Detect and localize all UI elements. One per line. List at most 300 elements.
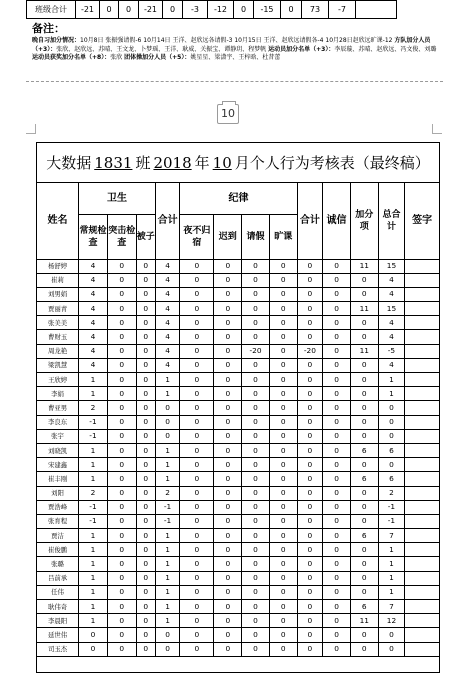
signature-cell[interactable] — [405, 571, 439, 585]
score-cell: 2 — [79, 486, 108, 500]
score-cell: 0 — [242, 600, 270, 614]
score-cell: 0 — [107, 302, 136, 316]
signature-cell[interactable] — [405, 316, 439, 330]
score-cell: 0 — [378, 401, 405, 415]
score-cell: 0 — [155, 628, 180, 642]
score-cell: 0 — [323, 529, 351, 543]
score-cell: 0 — [107, 273, 136, 287]
score-cell: 4 — [79, 273, 108, 287]
class-total-row — [27, 1, 397, 19]
score-cell: 0 — [136, 543, 155, 557]
score-cell: 0 — [269, 514, 297, 528]
student-name: 贾浩峰 — [37, 500, 79, 514]
score-cell: 0 — [214, 443, 242, 457]
student-name: 曹亚男 — [37, 401, 79, 415]
score-cell: 0 — [214, 273, 242, 287]
score-cell: 0 — [107, 543, 136, 557]
score-cell: 0 — [107, 387, 136, 401]
header-hygiene: 卫生 — [79, 183, 156, 214]
signature-cell[interactable] — [405, 628, 439, 642]
student-name: 崔莉 — [37, 273, 79, 287]
score-cell: 0 — [136, 415, 155, 429]
score-cell: 0 — [107, 358, 136, 372]
score-cell: 1 — [155, 557, 180, 571]
score-cell: 0 — [180, 486, 214, 500]
score-cell: 0 — [107, 344, 136, 358]
table-row — [37, 472, 439, 486]
student-name: 耿伟奇 — [37, 600, 79, 614]
notes-title: 备注： — [32, 22, 65, 35]
score-cell: 0 — [269, 373, 297, 387]
score-cell: 0 — [155, 429, 180, 443]
signature-cell[interactable] — [405, 429, 439, 443]
score-cell: 11 — [350, 302, 378, 316]
score-cell: 0 — [180, 600, 214, 614]
score-cell: 0 — [214, 642, 242, 656]
table-row — [37, 358, 439, 372]
score-cell: 0 — [350, 330, 378, 344]
score-cell: 1 — [378, 387, 405, 401]
student-name: 张璐 — [37, 557, 79, 571]
evening-text: 10月8日 张振强请假-6 10月14日 王洋、赵欣远各请假-3 10月15日 王洋、赵欣远请假各-4 10月28日赵欣远旷课-12 — [80, 37, 393, 44]
score-cell: 0 — [136, 529, 155, 543]
score-cell: 0 — [323, 614, 351, 628]
score-cell: 0 — [136, 628, 155, 642]
score-cell: 0 — [242, 429, 270, 443]
header-sign: 签字 — [405, 183, 439, 259]
class-total-cell — [356, 1, 397, 19]
table-row — [37, 614, 439, 628]
score-cell: 0 — [297, 429, 323, 443]
table-row — [37, 287, 439, 301]
score-cell: 0 — [297, 614, 323, 628]
score-cell: 0 — [297, 585, 323, 599]
score-cell: 0 — [107, 401, 136, 415]
score-cell: 0 — [269, 500, 297, 514]
class-total-cell: 0 — [163, 1, 183, 19]
score-cell: 0 — [214, 472, 242, 486]
table-row — [37, 628, 439, 642]
signature-cell[interactable] — [405, 642, 439, 656]
class-total-cell: 73 — [302, 1, 329, 19]
score-cell: 0 — [136, 373, 155, 387]
score-cell: 0 — [136, 273, 155, 287]
score-cell: 0 — [350, 287, 378, 301]
score-cell: 6 — [350, 529, 378, 543]
score-cell: 0 — [323, 287, 351, 301]
table-row — [37, 330, 439, 344]
signature-cell[interactable] — [405, 486, 439, 500]
signature-cell[interactable] — [405, 585, 439, 599]
score-cell: 0 — [180, 429, 214, 443]
score-cell: 0 — [214, 543, 242, 557]
header-total: 总合计 — [378, 183, 405, 259]
score-cell: 0 — [269, 458, 297, 472]
score-cell: 0 — [242, 486, 270, 500]
score-cell: 0 — [180, 443, 214, 457]
score-cell: 1 — [155, 373, 180, 387]
score-cell: 0 — [350, 316, 378, 330]
signature-cell[interactable] — [405, 415, 439, 429]
score-cell: 0 — [214, 358, 242, 372]
score-cell: 4 — [155, 344, 180, 358]
score-cell: 1 — [155, 387, 180, 401]
table-row — [37, 401, 439, 415]
signature-cell[interactable] — [405, 543, 439, 557]
table-row — [37, 514, 439, 528]
score-cell: 0 — [269, 401, 297, 415]
class-number: 1831 — [94, 153, 133, 172]
score-cell: 0 — [323, 585, 351, 599]
score-cell: 0 — [269, 273, 297, 287]
table-row — [37, 600, 439, 614]
score-cell: 0 — [242, 330, 270, 344]
signature-cell[interactable] — [405, 330, 439, 344]
table-row — [37, 344, 439, 358]
student-name: 李娟 — [37, 387, 79, 401]
header-routine-check: 常规检查 — [79, 214, 108, 259]
score-cell: 0 — [107, 429, 136, 443]
score-cell: 0 — [242, 287, 270, 301]
score-cell: 0 — [297, 472, 323, 486]
score-cell: 1 — [155, 600, 180, 614]
squad-label: 方队加分人员（+3）： — [32, 37, 431, 53]
student-name: 周龙艳 — [37, 344, 79, 358]
score-cell: 1 — [378, 557, 405, 571]
score-cell: 0 — [214, 330, 242, 344]
score-cell: 1 — [155, 529, 180, 543]
table-row — [37, 387, 439, 401]
score-cell: 0 — [214, 557, 242, 571]
header-row-1 — [37, 183, 439, 214]
score-cell: 4 — [79, 330, 108, 344]
score-cell: 0 — [350, 628, 378, 642]
score-cell: 1 — [378, 373, 405, 387]
signature-cell[interactable] — [405, 443, 439, 457]
score-cell: 1 — [79, 373, 108, 387]
score-cell: 0 — [107, 614, 136, 628]
score-cell: 0 — [214, 500, 242, 514]
score-cell: -1 — [378, 514, 405, 528]
score-cell: 0 — [107, 458, 136, 472]
score-cell: 0 — [242, 443, 270, 457]
signature-cell[interactable] — [405, 472, 439, 486]
score-cell: 0 — [297, 458, 323, 472]
score-cell: 0 — [297, 316, 323, 330]
score-cell: 0 — [136, 458, 155, 472]
score-cell: 0 — [323, 500, 351, 514]
score-cell: 0 — [155, 415, 180, 429]
score-cell: 0 — [107, 316, 136, 330]
table-row — [37, 486, 439, 500]
score-cell: 0 — [136, 614, 155, 628]
score-cell: 0 — [136, 344, 155, 358]
athlete-text: 张欣 — [110, 54, 123, 62]
class-total-cell: 0 — [234, 1, 254, 19]
score-cell: 0 — [297, 259, 323, 273]
score-cell: 0 — [297, 514, 323, 528]
student-name: 张美美 — [37, 316, 79, 330]
signature-cell[interactable] — [405, 259, 439, 273]
score-cell: -1 — [79, 514, 108, 528]
score-cell: 6 — [350, 600, 378, 614]
score-cell: 4 — [155, 273, 180, 287]
title-text: 月个人行为考核表（最终稿） — [234, 154, 430, 172]
score-cell: 0 — [350, 486, 378, 500]
score-cell: 0 — [297, 600, 323, 614]
score-cell: 0 — [180, 458, 214, 472]
score-cell: 4 — [155, 287, 180, 301]
score-cell: 0 — [297, 500, 323, 514]
table-row — [37, 500, 439, 514]
score-cell: 0 — [107, 571, 136, 585]
score-cell: 0 — [323, 514, 351, 528]
score-cell: 0 — [136, 330, 155, 344]
score-cell: 4 — [378, 316, 405, 330]
score-cell: 0 — [350, 585, 378, 599]
score-cell: 0 — [323, 628, 351, 642]
score-cell: 6 — [378, 443, 405, 457]
score-cell: 0 — [242, 358, 270, 372]
score-cell: 0 — [242, 373, 270, 387]
score-cell: 0 — [180, 330, 214, 344]
score-cell: 15 — [378, 302, 405, 316]
score-cell: 1 — [378, 571, 405, 585]
header-truant: 旷课 — [269, 214, 297, 259]
score-cell: 0 — [323, 415, 351, 429]
score-cell: 0 — [107, 557, 136, 571]
score-cell: 0 — [214, 628, 242, 642]
class-total-cell: -21 — [76, 1, 100, 19]
score-cell: 0 — [269, 585, 297, 599]
score-cell: 0 — [136, 443, 155, 457]
score-cell: 0 — [350, 273, 378, 287]
score-cell: 0 — [350, 429, 378, 443]
score-cell: 11 — [350, 259, 378, 273]
signature-cell[interactable] — [405, 344, 439, 358]
score-cell: 4 — [79, 302, 108, 316]
year-value: 2018 — [153, 153, 192, 172]
score-cell: 0 — [180, 358, 214, 372]
score-cell: 0 — [107, 415, 136, 429]
score-cell: 0 — [242, 259, 270, 273]
assessment-form — [36, 142, 440, 673]
student-name: 吕前承 — [37, 571, 79, 585]
signature-cell[interactable] — [405, 500, 439, 514]
score-cell: 2 — [155, 486, 180, 500]
squad-text: 张欣、赵欣远、苏晴、王文龙、卜梦瑶、王洋、耿威、关振宝、谭静玥、程梦帆 — [56, 45, 267, 53]
assessment-table — [37, 183, 439, 657]
score-cell: 1 — [79, 443, 108, 457]
score-cell: 7 — [378, 600, 405, 614]
score-cell: 11 — [350, 614, 378, 628]
score-cell: 1 — [79, 600, 108, 614]
score-cell: 0 — [242, 500, 270, 514]
score-cell: 0 — [180, 642, 214, 656]
table-row — [37, 571, 439, 585]
page-break-line — [26, 81, 443, 82]
title-text: 大数据 — [46, 154, 92, 172]
score-cell: 0 — [180, 259, 214, 273]
score-cell: -1 — [155, 514, 180, 528]
title-text: 年 — [194, 154, 210, 172]
score-cell: 0 — [180, 571, 214, 585]
score-cell: 11 — [350, 344, 378, 358]
signature-cell[interactable] — [405, 458, 439, 472]
score-cell: 0 — [323, 373, 351, 387]
score-cell: 0 — [214, 259, 242, 273]
table-row — [37, 557, 439, 571]
signature-cell[interactable] — [405, 358, 439, 372]
student-name: 贾洁 — [37, 529, 79, 543]
score-cell: 0 — [269, 557, 297, 571]
score-cell: 0 — [214, 302, 242, 316]
score-cell: 0 — [323, 316, 351, 330]
score-cell: 0 — [269, 472, 297, 486]
score-cell: 0 — [107, 600, 136, 614]
score-cell: 0 — [136, 571, 155, 585]
score-cell: 0 — [269, 628, 297, 642]
score-cell: 0 — [180, 344, 214, 358]
signature-cell[interactable] — [405, 302, 439, 316]
score-cell: 0 — [214, 429, 242, 443]
score-cell: 0 — [350, 458, 378, 472]
table-row — [37, 273, 439, 287]
title-text: 班 — [135, 154, 151, 172]
score-cell: 1 — [79, 387, 108, 401]
score-cell: 1 — [155, 472, 180, 486]
signature-cell[interactable] — [405, 401, 439, 415]
score-cell: 0 — [214, 401, 242, 415]
class-total-cell: -3 — [183, 1, 208, 19]
score-cell: 4 — [378, 273, 405, 287]
score-cell: 0 — [269, 443, 297, 457]
score-cell: -5 — [378, 344, 405, 358]
signature-cell[interactable] — [405, 529, 439, 543]
score-cell: 0 — [214, 316, 242, 330]
group-label: 团体操加分人员（+5）： — [124, 54, 191, 62]
score-cell: 0 — [378, 415, 405, 429]
score-cell: 0 — [107, 330, 136, 344]
signature-cell[interactable] — [405, 387, 439, 401]
score-cell: 0 — [214, 415, 242, 429]
score-cell: 4 — [79, 358, 108, 372]
score-cell: 0 — [136, 600, 155, 614]
score-cell: 0 — [180, 373, 214, 387]
score-cell: 0 — [242, 585, 270, 599]
score-cell: 0 — [214, 387, 242, 401]
score-cell: 0 — [136, 557, 155, 571]
header-surprise-check: 突击检查 — [107, 214, 136, 259]
score-cell: 0 — [323, 259, 351, 273]
score-cell: 0 — [136, 500, 155, 514]
class-total-cell: 0 — [100, 1, 119, 19]
student-name: 张宇 — [37, 429, 79, 443]
score-cell: 7 — [378, 529, 405, 543]
score-cell: 0 — [350, 500, 378, 514]
score-cell: 0 — [242, 415, 270, 429]
score-cell: 0 — [155, 401, 180, 415]
score-cell: 0 — [297, 543, 323, 557]
score-cell: 0 — [242, 571, 270, 585]
student-name: 杨舒婷 — [37, 259, 79, 273]
score-cell: 0 — [297, 529, 323, 543]
signature-cell[interactable] — [405, 273, 439, 287]
score-cell: 0 — [269, 415, 297, 429]
score-cell: 0 — [180, 529, 214, 543]
score-cell: 0 — [214, 514, 242, 528]
student-name: 刘晓凯 — [37, 443, 79, 457]
score-cell: 0 — [269, 614, 297, 628]
sports-text: 李辰璇、苏晴、赵欣远、冯文俊、刘璐 — [334, 45, 437, 53]
score-cell: 0 — [323, 358, 351, 372]
score-cell: 0 — [323, 557, 351, 571]
score-cell: -20 — [242, 344, 270, 358]
student-name: 任伟 — [37, 585, 79, 599]
score-cell: 0 — [214, 614, 242, 628]
signature-cell[interactable] — [405, 614, 439, 628]
student-name: 曹财玉 — [37, 330, 79, 344]
score-cell: 0 — [297, 387, 323, 401]
score-cell: 0 — [297, 486, 323, 500]
class-total-cell: -7 — [329, 1, 356, 19]
score-cell: 0 — [136, 472, 155, 486]
student-name: 贾丽青 — [37, 302, 79, 316]
signature-cell[interactable] — [405, 600, 439, 614]
score-cell: 0 — [180, 273, 214, 287]
score-cell: 0 — [180, 614, 214, 628]
score-cell: 0 — [323, 543, 351, 557]
score-cell: 0 — [269, 287, 297, 301]
score-cell: 0 — [297, 557, 323, 571]
score-cell: 0 — [297, 273, 323, 287]
header-name: 姓名 — [37, 183, 79, 259]
athlete-label: 运动员获奖加分名单（+8）： — [32, 54, 111, 62]
score-cell: -1 — [79, 500, 108, 514]
score-cell: 0 — [180, 387, 214, 401]
score-cell: 1 — [79, 458, 108, 472]
class-total-table — [26, 0, 397, 19]
score-cell: 0 — [323, 600, 351, 614]
score-cell: 0 — [323, 302, 351, 316]
score-cell: 0 — [297, 330, 323, 344]
signature-cell[interactable] — [405, 557, 439, 571]
signature-cell[interactable] — [405, 373, 439, 387]
score-cell: 0 — [214, 344, 242, 358]
score-cell: 0 — [136, 302, 155, 316]
score-cell: 0 — [350, 514, 378, 528]
score-cell: 0 — [136, 387, 155, 401]
student-name: 李晨阳 — [37, 614, 79, 628]
score-cell: 1 — [79, 529, 108, 543]
score-cell: 0 — [107, 373, 136, 387]
score-cell: 1 — [79, 543, 108, 557]
score-cell: 0 — [180, 543, 214, 557]
signature-cell[interactable] — [405, 287, 439, 301]
score-cell: 0 — [242, 514, 270, 528]
score-cell: 0 — [214, 585, 242, 599]
score-cell: 0 — [350, 557, 378, 571]
score-cell: 0 — [350, 543, 378, 557]
group-text: 姚星星、梁潇宇、王梓晗、杜昔蕾 — [190, 54, 281, 62]
student-name: 王欣婷 — [37, 373, 79, 387]
score-cell: 0 — [350, 358, 378, 372]
score-cell: 0 — [136, 259, 155, 273]
student-name: 刘男娟 — [37, 287, 79, 301]
score-cell: 0 — [323, 344, 351, 358]
score-cell: 0 — [242, 557, 270, 571]
signature-cell[interactable] — [405, 514, 439, 528]
